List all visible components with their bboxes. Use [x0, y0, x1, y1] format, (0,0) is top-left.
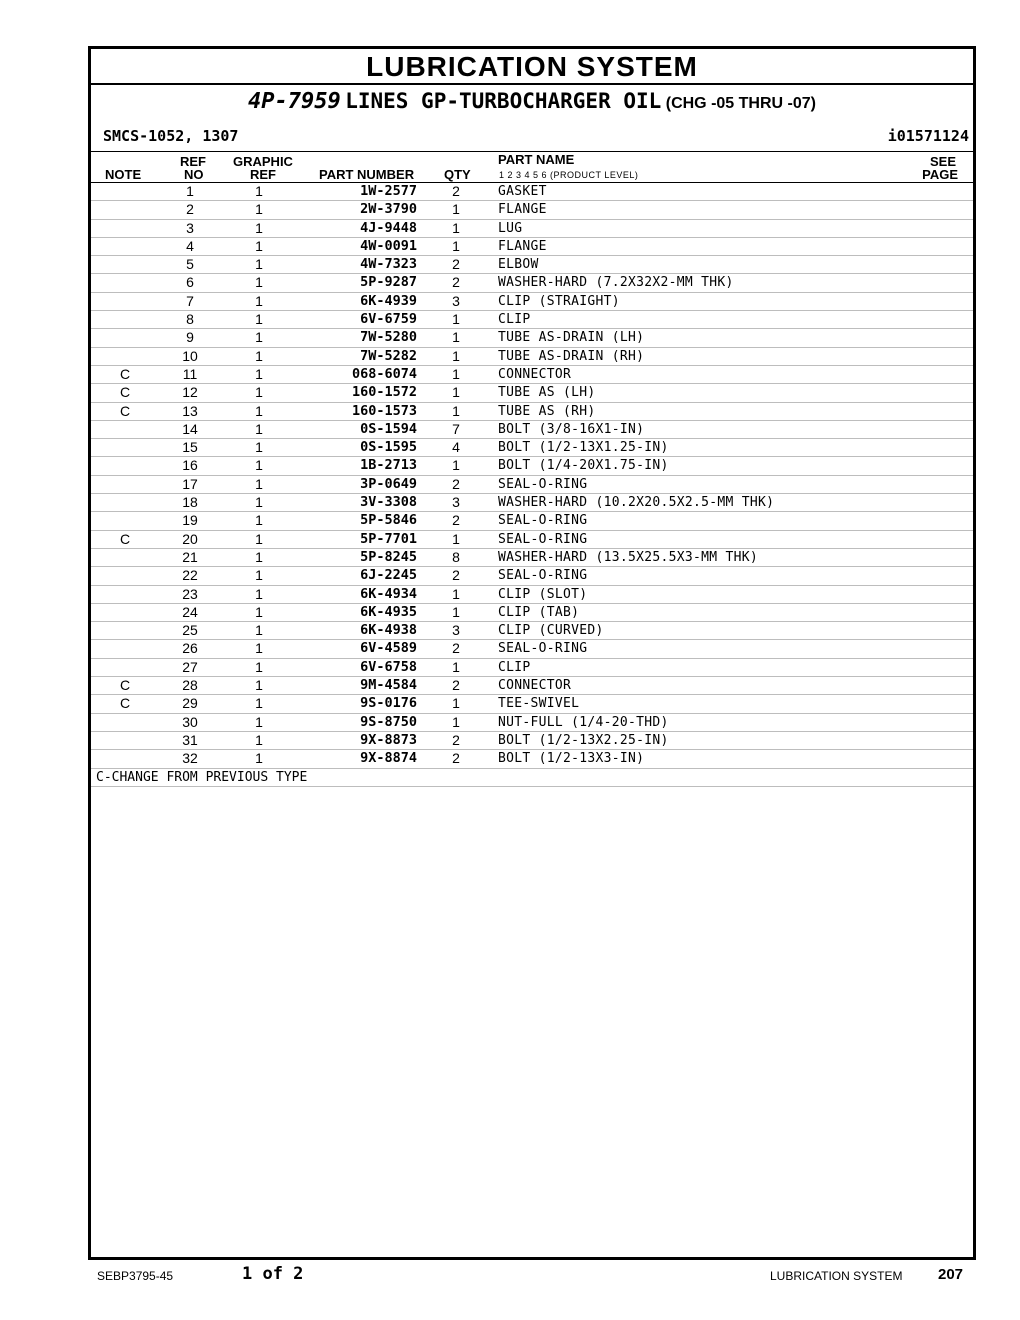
table-row — [91, 293, 973, 311]
header-part-name: PART NAME — [498, 152, 575, 167]
row-graphic-ref: 1 — [255, 365, 263, 382]
row-qty: 1 — [452, 658, 460, 675]
row-qty: 1 — [452, 384, 460, 401]
row-part-name: LUG — [498, 220, 523, 236]
table-row — [91, 567, 973, 585]
row-part-name: WASHER-HARD (10.2X20.5X2.5-MM THK) — [498, 495, 775, 511]
row-part-name: FLANGE — [498, 238, 547, 254]
row-part-name: WASHER-HARD (13.5X25.5X3-MM THK) — [498, 549, 759, 565]
group-part-number: 4P-7959 — [248, 89, 341, 114]
row-ref-no: 26 — [182, 640, 198, 657]
row-ref-no: 1 — [186, 183, 194, 199]
row-note: C — [119, 677, 131, 694]
row-part-name: CLIP (CURVED) — [498, 623, 604, 639]
row-ref-no: 6 — [186, 274, 194, 291]
row-qty: 2 — [452, 731, 460, 748]
row-qty: 2 — [452, 640, 460, 657]
row-note: C — [119, 384, 131, 401]
row-ref-no: 31 — [182, 731, 198, 748]
group-title-row — [91, 85, 973, 125]
row-part-name: FLANGE — [498, 202, 547, 218]
row-part-number: 5P-9287 — [360, 274, 417, 291]
row-part-name: CONNECTOR — [498, 366, 572, 382]
row-graphic-ref: 1 — [255, 713, 263, 730]
row-qty: 3 — [452, 292, 460, 309]
table-row — [91, 348, 973, 366]
table-row — [91, 238, 973, 256]
table-row — [91, 366, 973, 384]
row-part-number: 7W-5280 — [360, 329, 417, 346]
row-part-name: SEAL-O-RING — [498, 513, 588, 529]
row-graphic-ref: 1 — [255, 274, 263, 291]
row-graphic-ref: 1 — [255, 439, 263, 456]
row-part-number: 0S-1594 — [360, 420, 417, 437]
table-row — [91, 750, 973, 768]
row-qty: 1 — [452, 713, 460, 730]
table-row — [91, 457, 973, 475]
row-part-name: GASKET — [498, 184, 547, 199]
row-ref-no: 10 — [182, 347, 198, 364]
illustration-id: i01571124 — [887, 127, 969, 145]
row-part-name: BOLT (1/2-13X1.25-IN) — [498, 440, 669, 456]
group-title — [91, 89, 973, 114]
row-part-number: 4W-0091 — [360, 237, 417, 254]
table-row — [91, 677, 973, 695]
row-graphic-ref: 1 — [255, 658, 263, 675]
row-ref-no: 27 — [182, 658, 198, 675]
row-graphic-ref: 1 — [255, 731, 263, 748]
row-note: C — [119, 530, 131, 547]
row-part-number: 6K-4934 — [360, 585, 417, 602]
table-row — [91, 695, 973, 713]
row-ref-no: 30 — [182, 713, 198, 730]
row-ref-no: 14 — [182, 420, 198, 437]
row-graphic-ref: 1 — [255, 347, 263, 364]
table-row — [91, 329, 973, 347]
row-qty: 2 — [452, 183, 460, 199]
row-qty: 1 — [452, 237, 460, 254]
header-ref-bottom: NO — [184, 167, 204, 182]
row-part-number: 6V-6758 — [360, 658, 417, 675]
row-graphic-ref: 1 — [255, 677, 263, 694]
row-qty: 2 — [452, 677, 460, 694]
row-qty: 1 — [452, 530, 460, 547]
row-graphic-ref: 1 — [255, 548, 263, 565]
row-ref-no: 12 — [182, 384, 198, 401]
group-description: LINES GP-TURBOCHARGER OIL — [345, 89, 662, 113]
row-part-name: BOLT (1/2-13X3-IN) — [498, 751, 645, 767]
row-qty: 2 — [452, 475, 460, 492]
row-graphic-ref: 1 — [255, 237, 263, 254]
row-part-name: ELBOW — [498, 257, 539, 273]
table-row — [91, 604, 973, 622]
row-graphic-ref: 1 — [255, 695, 263, 712]
row-ref-no: 16 — [182, 457, 198, 474]
row-ref-no: 2 — [186, 201, 194, 218]
row-part-number: 6K-4935 — [360, 603, 417, 620]
row-part-number: 3P-0649 — [360, 475, 417, 492]
smcs-code: SMCS-1052, 1307 — [103, 127, 239, 145]
row-qty: 1 — [452, 329, 460, 346]
row-qty: 2 — [452, 512, 460, 529]
row-ref-no: 28 — [182, 677, 198, 694]
row-part-number: 6K-4939 — [360, 292, 417, 309]
row-qty: 2 — [452, 750, 460, 767]
row-part-number: 5P-5846 — [360, 512, 417, 529]
row-ref-no: 22 — [182, 567, 198, 584]
row-qty: 1 — [452, 347, 460, 364]
row-part-name: NUT-FULL (1/4-20-THD) — [498, 714, 669, 730]
table-row — [91, 494, 973, 512]
row-part-name: TUBE AS (LH) — [498, 385, 596, 401]
row-graphic-ref: 1 — [255, 329, 263, 346]
row-ref-no: 11 — [182, 365, 198, 382]
row-part-name: BOLT (1/2-13X2.25-IN) — [498, 732, 669, 748]
row-part-name: SEAL-O-RING — [498, 531, 588, 547]
row-ref-no: 24 — [182, 603, 198, 620]
row-graphic-ref: 1 — [255, 475, 263, 492]
row-ref-no: 3 — [186, 219, 194, 236]
row-graphic-ref: 1 — [255, 640, 263, 657]
group-change-range: (CHG -05 THRU -07) — [665, 95, 816, 112]
row-part-number: 3V-3308 — [360, 494, 417, 511]
row-part-name: TEE-SWIVEL — [498, 696, 580, 712]
row-graphic-ref: 1 — [255, 292, 263, 309]
row-part-number: 9X-8874 — [360, 750, 417, 767]
row-note: C — [119, 402, 131, 419]
row-part-number: 9S-8750 — [360, 713, 417, 730]
row-part-name: SEAL-O-RING — [498, 641, 588, 657]
footnote-row — [91, 769, 973, 787]
table-row — [91, 586, 973, 604]
row-part-number: 4J-9448 — [360, 219, 417, 236]
table-row — [91, 622, 973, 640]
table-row — [91, 183, 973, 201]
header-product-levels: 1 2 3 4 5 6 (PRODUCT LEVEL) — [499, 170, 639, 180]
footer-page-of: 1 of 2 — [242, 1264, 304, 1284]
table-row — [91, 403, 973, 421]
table-row — [91, 311, 973, 329]
row-part-name: BOLT (1/4-20X1.75-IN) — [498, 458, 669, 474]
row-graphic-ref: 1 — [255, 585, 263, 602]
row-graphic-ref: 1 — [255, 384, 263, 401]
row-qty: 1 — [452, 201, 460, 218]
row-part-number: 0S-1595 — [360, 439, 417, 456]
row-part-number: 9X-8873 — [360, 731, 417, 748]
row-ref-no: 8 — [186, 311, 194, 328]
table-row — [91, 714, 973, 732]
row-qty: 1 — [452, 603, 460, 620]
row-part-name: CLIP — [498, 659, 531, 675]
row-graphic-ref: 1 — [255, 219, 263, 236]
row-graphic-ref: 1 — [255, 494, 263, 511]
row-part-name: CLIP (SLOT) — [498, 586, 588, 602]
header-see-bottom: PAGE — [922, 167, 958, 182]
row-ref-no: 25 — [182, 622, 198, 639]
row-part-number: 9S-0176 — [360, 695, 417, 712]
row-part-name: SEAL-O-RING — [498, 476, 588, 492]
row-qty: 1 — [452, 311, 460, 328]
row-part-number: 6V-6759 — [360, 311, 417, 328]
footer-section: LUBRICATION SYSTEM — [770, 1269, 903, 1283]
row-part-number: 6J-2245 — [360, 567, 417, 584]
row-ref-no: 21 — [182, 548, 198, 565]
smcs-row — [91, 125, 973, 152]
header-part-number: PART NUMBER — [319, 167, 415, 182]
row-graphic-ref: 1 — [255, 420, 263, 437]
row-graphic-ref: 1 — [255, 457, 263, 474]
row-qty: 1 — [452, 365, 460, 382]
row-ref-no: 17 — [182, 475, 198, 492]
table-row — [91, 549, 973, 567]
row-part-number: 5P-7701 — [360, 530, 417, 547]
row-part-name: CLIP (STRAIGHT) — [498, 293, 620, 309]
row-note: C — [119, 695, 131, 712]
row-part-number: 6V-4589 — [360, 640, 417, 657]
header-graphic-bottom: REF — [250, 167, 276, 182]
row-part-number: 5P-8245 — [360, 548, 417, 565]
row-note: C — [119, 365, 131, 382]
row-qty: 2 — [452, 274, 460, 291]
row-graphic-ref: 1 — [255, 183, 263, 199]
header-qty: QTY — [444, 167, 471, 182]
table-row — [91, 220, 973, 238]
row-qty: 1 — [452, 457, 460, 474]
header-ref-top: REF — [180, 154, 206, 169]
table-row — [91, 640, 973, 658]
row-part-number: 1B-2713 — [360, 457, 417, 474]
header-graphic-top: GRAPHIC — [233, 154, 293, 169]
row-part-name: CLIP (TAB) — [498, 604, 580, 620]
row-ref-no: 29 — [182, 695, 198, 712]
row-part-name: CONNECTOR — [498, 678, 572, 694]
table-row — [91, 531, 973, 549]
table-row — [91, 512, 973, 530]
row-graphic-ref: 1 — [255, 622, 263, 639]
row-qty: 8 — [452, 548, 460, 565]
header-note: NOTE — [105, 167, 142, 182]
row-ref-no: 19 — [182, 512, 198, 529]
row-ref-no: 20 — [182, 530, 198, 547]
row-part-name: BOLT (3/8-16X1-IN) — [498, 421, 645, 437]
row-part-name: TUBE AS-DRAIN (LH) — [498, 330, 645, 346]
footer-page-number: 207 — [938, 1266, 964, 1283]
row-ref-no: 4 — [186, 237, 194, 254]
table-row — [91, 439, 973, 457]
row-qty: 3 — [452, 494, 460, 511]
section-title: LUBRICATION SYSTEM — [91, 49, 973, 85]
row-part-number: 9M-4584 — [360, 677, 417, 694]
table-row — [91, 732, 973, 750]
row-qty: 1 — [452, 695, 460, 712]
row-graphic-ref: 1 — [255, 750, 263, 767]
table-row — [91, 274, 973, 292]
row-qty: 1 — [452, 219, 460, 236]
row-ref-no: 7 — [186, 292, 194, 309]
row-qty: 7 — [452, 420, 460, 437]
row-part-number: 068-6074 — [351, 365, 417, 382]
row-part-name: TUBE AS (RH) — [498, 403, 596, 419]
row-ref-no: 15 — [182, 439, 198, 456]
row-graphic-ref: 1 — [255, 402, 263, 419]
row-graphic-ref: 1 — [255, 201, 263, 218]
table-row — [91, 201, 973, 219]
row-graphic-ref: 1 — [255, 256, 263, 273]
row-qty: 1 — [452, 585, 460, 602]
row-part-name: SEAL-O-RING — [498, 568, 588, 584]
row-ref-no: 18 — [182, 494, 198, 511]
row-graphic-ref: 1 — [255, 311, 263, 328]
row-part-name: CLIP — [498, 312, 531, 328]
row-part-number: 160-1573 — [351, 402, 417, 419]
row-qty: 4 — [452, 439, 460, 456]
row-qty: 2 — [452, 567, 460, 584]
row-ref-no: 5 — [186, 256, 194, 273]
row-qty: 1 — [452, 402, 460, 419]
row-ref-no: 9 — [186, 329, 194, 346]
row-part-name: WASHER-HARD (7.2X32X2-MM THK) — [498, 275, 734, 291]
table-row — [91, 476, 973, 494]
footer-doc-id: SEBP3795-45 — [97, 1269, 174, 1283]
table-row — [91, 384, 973, 402]
column-headers — [91, 152, 973, 183]
table-row — [91, 659, 973, 677]
row-graphic-ref: 1 — [255, 567, 263, 584]
row-graphic-ref: 1 — [255, 603, 263, 620]
footnote: C-CHANGE FROM PREVIOUS TYPE — [96, 769, 308, 785]
parts-page-frame — [88, 46, 976, 1260]
row-part-number: 1W-2577 — [360, 183, 417, 199]
row-ref-no: 32 — [182, 750, 198, 767]
row-graphic-ref: 1 — [255, 530, 263, 547]
row-qty: 3 — [452, 622, 460, 639]
row-part-number: 2W-3790 — [360, 201, 417, 218]
row-ref-no: 23 — [182, 585, 198, 602]
row-graphic-ref: 1 — [255, 512, 263, 529]
row-part-number: 6K-4938 — [360, 622, 417, 639]
row-part-number: 160-1572 — [351, 384, 417, 401]
header-see-top: SEE — [929, 154, 956, 169]
row-part-number: 7W-5282 — [360, 347, 417, 364]
row-part-name: TUBE AS-DRAIN (RH) — [498, 348, 645, 364]
row-ref-no: 13 — [182, 402, 198, 419]
table-row — [91, 256, 973, 274]
row-qty: 2 — [452, 256, 460, 273]
table-row — [91, 421, 973, 439]
row-part-number: 4W-7323 — [360, 256, 417, 273]
parts-table-body — [91, 183, 973, 769]
